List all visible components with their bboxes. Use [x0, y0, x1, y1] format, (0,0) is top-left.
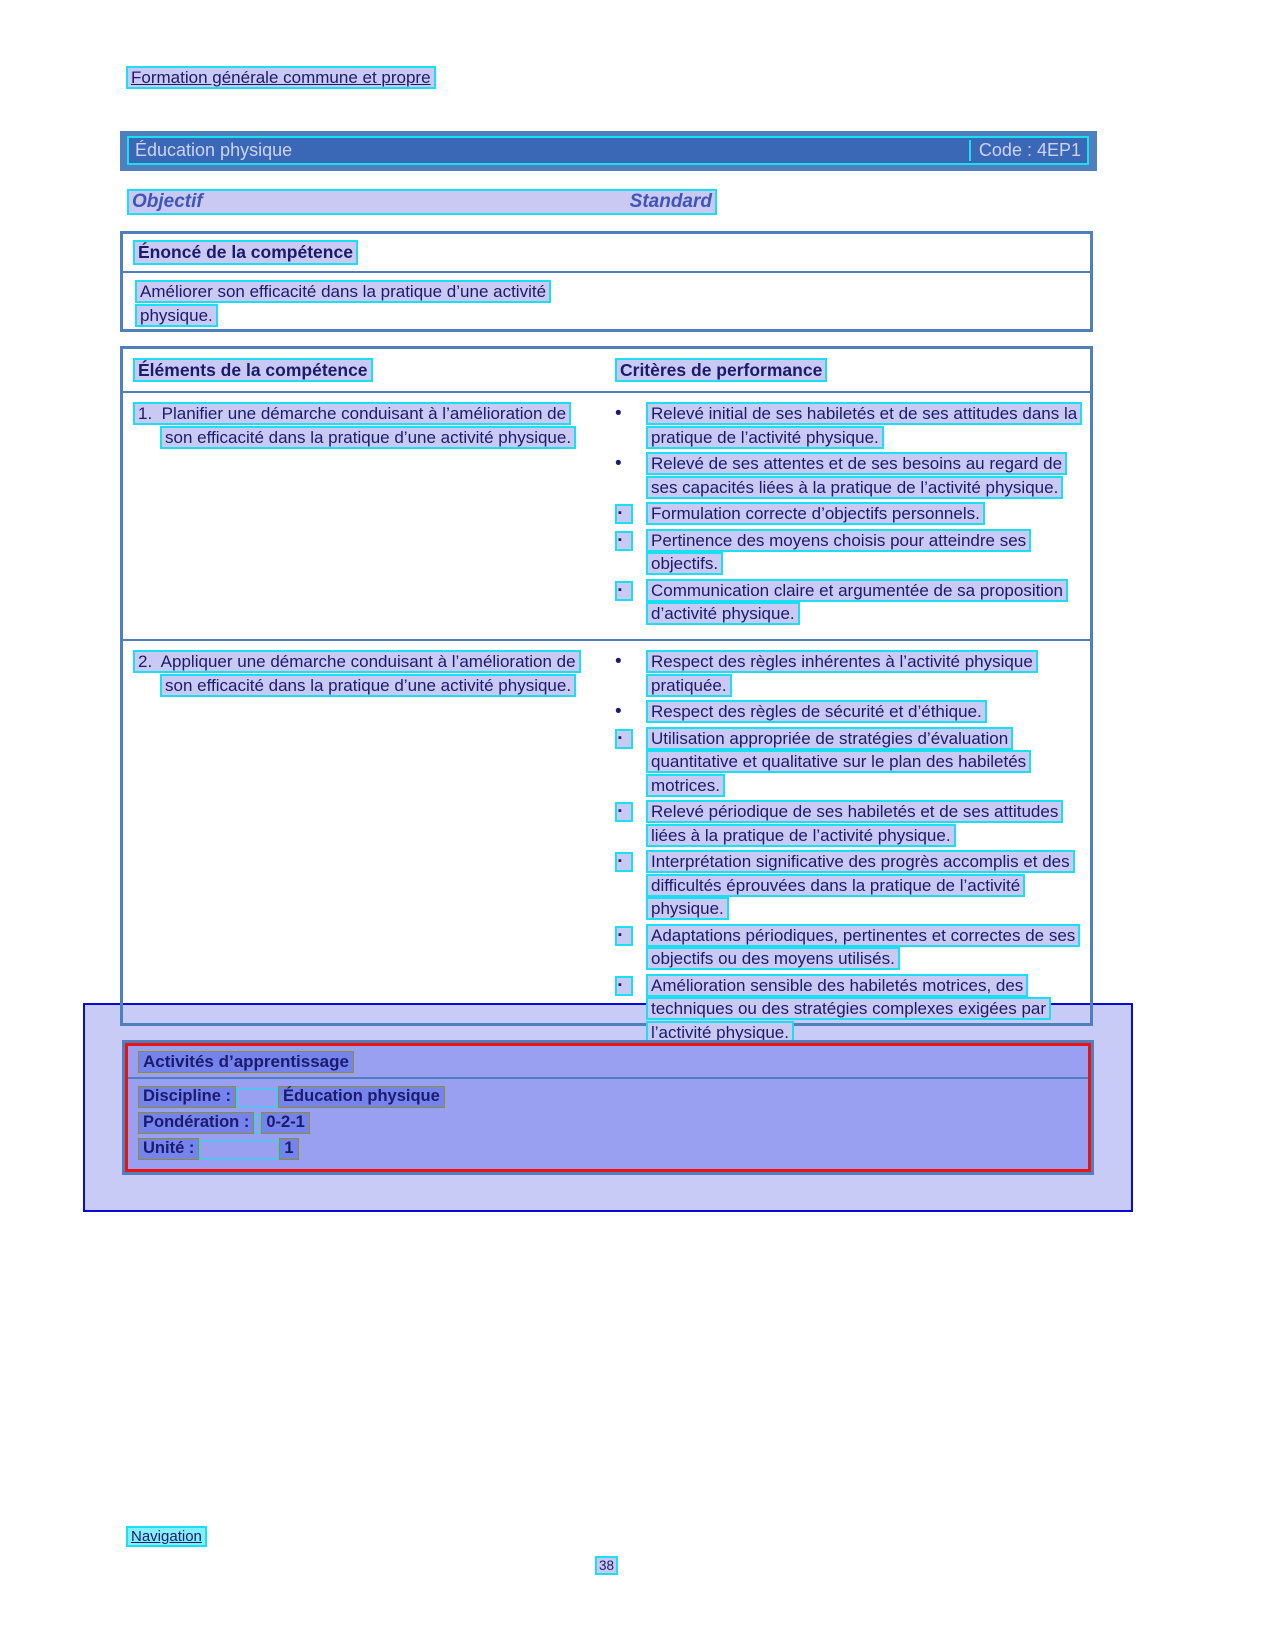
criterion-text: Amélioration sensible des habiletés motrices, des techniques ou des stratégies complexes exigées par l’activité physique.	[646, 974, 1051, 1044]
learning-activities-red-border	[125, 1043, 1091, 1172]
gap-highlight	[236, 1088, 278, 1107]
criterion-text: Relevé périodique de ses habiletés et de ses attitudes liées à la pratique de l’activité physique.	[646, 800, 1063, 847]
bullet-icon	[615, 502, 646, 526]
competence-table	[120, 231, 1093, 332]
table-row	[138, 1136, 1078, 1162]
criterion-text: Pertinence des moyens choisis pour atteindre ses objectifs.	[646, 529, 1031, 576]
page-number: 38	[595, 1556, 618, 1575]
element-text-1: 1. Planifier une démarche conduisant à l’amélioration de son efficacité dans la pratique d’une activité physique.	[133, 402, 576, 449]
col-header-elements: Éléments de la compétence	[133, 358, 373, 382]
list-item	[615, 452, 1090, 499]
col-header-criteres: Critères de performance	[615, 358, 827, 382]
element-text-2: 2. Appliquer une démarche conduisant à l’amélioration de son efficacité dans la pratique d’une activité physique.	[133, 650, 581, 697]
criterion-text: Interprétation significative des progrès accomplis et des difficultés éprouvées dans la pratique de l’activité physique.	[646, 850, 1075, 920]
list-item	[615, 700, 1090, 724]
list-item	[615, 850, 1090, 921]
learning-activities-header	[128, 1046, 1088, 1079]
header-note	[126, 68, 436, 88]
criterion-text: Respect des règles de sécurité et d’éthique.	[646, 700, 987, 723]
bullet-icon	[615, 579, 646, 626]
criteria-list-1	[615, 402, 1090, 635]
bullet-icon	[615, 974, 646, 1045]
row-value: Éducation physique	[278, 1086, 445, 1108]
table-row	[123, 641, 1090, 1051]
heading-standard: Standard	[629, 191, 712, 212]
table-row	[138, 1110, 1078, 1136]
competence-statement: Améliorer son efficacité dans la pratique d’une activité physique.	[135, 280, 551, 327]
list-item	[615, 974, 1090, 1045]
gap-highlight	[199, 1140, 279, 1159]
list-item	[615, 579, 1090, 626]
competence-table-header	[123, 234, 1090, 273]
list-item	[615, 800, 1090, 847]
bullet-icon	[615, 700, 646, 724]
list-item	[615, 650, 1090, 697]
competence-header-text: Énoncé de la compétence	[133, 240, 358, 265]
criterion-text: Utilisation appropriée de stratégies d’évaluation quantitative et qualitative sur le plan des habiletés motrices.	[646, 727, 1031, 797]
row-label: Discipline :	[138, 1086, 236, 1108]
table-row	[138, 1084, 1078, 1110]
bullet-icon	[615, 650, 646, 697]
bullet-icon	[615, 529, 646, 576]
gap-highlight	[254, 1114, 261, 1133]
page-number-container	[120, 1558, 1093, 1573]
navigation-link-container	[126, 1528, 207, 1545]
section-headings	[127, 189, 717, 215]
criterion-text: Formulation correcte d’objectifs personnels.	[646, 502, 985, 525]
header-note-text: Formation générale commune et propre	[126, 66, 436, 89]
table-row	[123, 393, 1090, 641]
list-item	[615, 502, 1090, 526]
competence-table-body	[123, 273, 1090, 335]
criterion-text: Communication claire et argumentée de sa proposition d’activité physique.	[646, 579, 1068, 626]
criterion-text: Adaptations périodiques, pertinentes et correctes de ses objectifs ou des moyens utilisés.	[646, 924, 1080, 971]
bullet-icon	[615, 727, 646, 798]
list-item	[615, 924, 1090, 971]
list-item	[615, 529, 1090, 576]
bullet-icon	[615, 402, 646, 449]
row-value: 0-2-1	[261, 1112, 310, 1134]
learning-activities-table	[122, 1040, 1094, 1175]
course-title: Éducation physique	[135, 140, 293, 160]
element-cell-1	[133, 402, 615, 635]
learning-activities-title: Activités d’apprentissage	[138, 1051, 354, 1073]
title-bar	[120, 131, 1097, 171]
criterion-text: Relevé de ses attentes et de ses besoins au regard de ses capacités liées à la pratique de l’activité physique.	[646, 452, 1067, 499]
elements-table-header	[123, 349, 1090, 393]
heading-objectif: Objectif	[132, 191, 203, 212]
row-value: 1	[279, 1138, 298, 1160]
row-label: Pondération :	[138, 1112, 254, 1134]
learning-activities-rows	[128, 1079, 1088, 1169]
title-bar-highlight	[127, 136, 1089, 165]
row-label: Unité :	[138, 1138, 199, 1160]
elements-table	[120, 346, 1093, 1042]
criterion-text: Respect des règles inhérentes à l’activité physique pratiquée.	[646, 650, 1038, 697]
bullet-icon	[615, 800, 646, 847]
list-item	[615, 402, 1090, 449]
element-cell-2	[133, 650, 615, 1047]
bullet-icon	[615, 850, 646, 921]
list-item	[615, 727, 1090, 798]
bullet-icon	[615, 452, 646, 499]
navigation-link[interactable]: Navigation	[126, 1526, 207, 1547]
bullet-icon	[615, 924, 646, 971]
course-code: Code : 4EP1	[969, 140, 1081, 161]
criteria-list-2	[615, 650, 1090, 1047]
criterion-text: Relevé initial de ses habiletés et de ses attitudes dans la pratique de l’activité physique.	[646, 402, 1082, 449]
